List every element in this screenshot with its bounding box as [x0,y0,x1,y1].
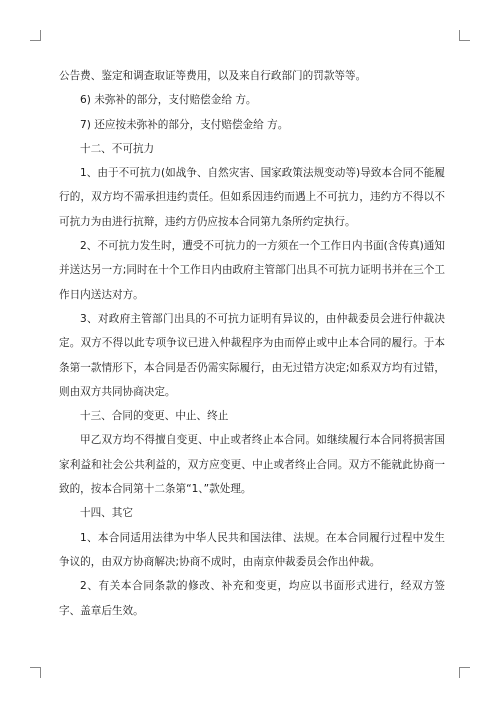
section-heading: 十三、合同的变更、中止、终止 [80,410,229,423]
section-heading: 十二、不可抗力 [80,142,155,155]
paragraph: 2、有关本合同条款的修改、补充和变更，均应以书面形式进行，经双方签字、盖章后生效。 [59,580,445,617]
paragraph: 公告费、鉴定和调查取证等费用，以及来自行政部门的罚款等等。 [59,70,367,82]
crop-mark-top-left [30,30,41,41]
crop-mark-top-right [459,30,470,41]
paragraph: 6) 未弥补的部分，支付赔偿金给 方。 [80,94,257,107]
paragraph: 甲乙双方均不得擅自变更、中止或者终止本合同。如继续履行本合同将损害国家利益和社会公共利益的，双方应变更、中止或者终止合同。双方不能就此协商一致的，按本合同第十二条第“1、”款处理。 [59,434,445,496]
section-heading: 十四、其它 [80,507,133,520]
paragraph: 1、本合同适用法律为中华人民共和国法律、法规。在本合同履行过程中发生争议的，由双方协商解决;协商不成时，由南京仲裁委员会作出仲裁。 [59,531,445,568]
crop-mark-bottom-left [30,667,41,678]
paragraph: 2、不可抗力发生时，遭受不可抗力的一方须在一个工作日内书面(含传真)通知并送达另一方;同时在十个工作日内由政府主管部门出具不可抗力证明书并在三个工作日内送达对方。 [59,240,445,301]
paragraph: 1、由于不可抗力(如战争、自然灾害、国家政策法规变动等)导致本合同不能履行的，双方均不需承担违约责任。但如系因违约而遇上不可抗力，违约方不得以不可抗力为由进行抗辩，违约方仍应按本合同第九条所约定执行。 [59,167,445,228]
paragraph: 3、对政府主管部门出具的不可抗力证明有异议的，由仲裁委员会进行仲裁决定。双方不得以此专项争议已进入仲裁程序为由而停止或中止本合同的履行。于本条第一款情形下，本合同是否仍需实际履行，由无过错方决定;如系双方均有过错，则由双方共同协商决定。 [59,312,445,398]
crop-mark-bottom-right [459,667,470,678]
paragraph: 7) 还应按未弥补的部分，支付赔偿金给 方。 [80,118,289,131]
document-body [59,64,445,623]
